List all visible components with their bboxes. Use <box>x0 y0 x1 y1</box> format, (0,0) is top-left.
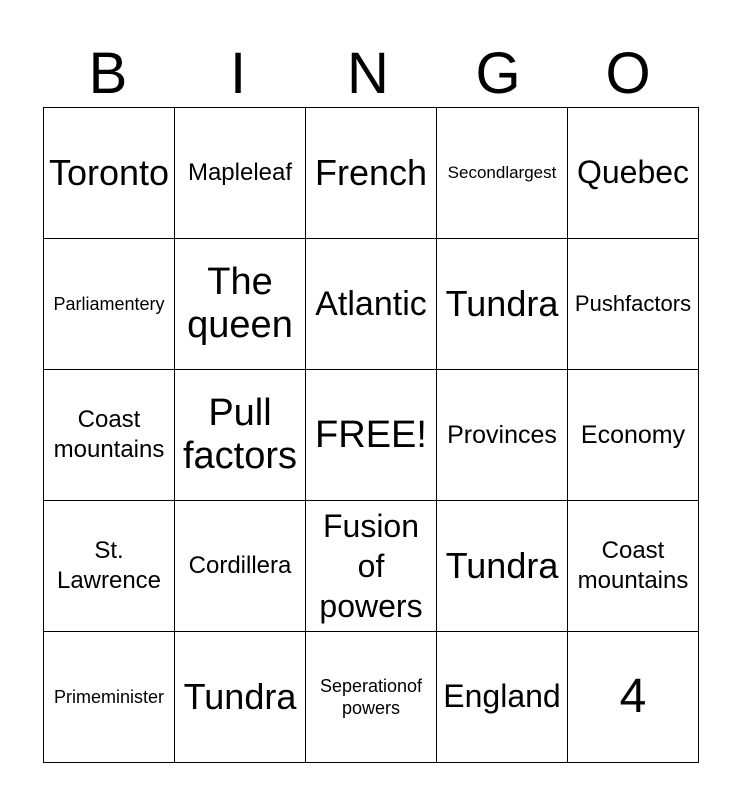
cell-text: Secondlargest <box>447 163 557 183</box>
cell-text: Coast mountains <box>577 537 689 594</box>
cell-text: Quebec <box>576 154 690 191</box>
bingo-cell[interactable] <box>175 108 306 239</box>
bingo-cell[interactable] <box>437 501 568 632</box>
cell-text: Parliamentery <box>53 293 165 314</box>
bingo-cell[interactable] <box>44 370 175 501</box>
cell-text: Economy <box>580 421 686 449</box>
header-letter-g: G <box>475 41 521 106</box>
bingo-cell[interactable] <box>437 239 568 370</box>
bingo-cell[interactable] <box>306 632 437 763</box>
cell-text: Coast mountains <box>53 406 165 463</box>
cell-text: England <box>443 678 561 715</box>
bingo-cell[interactable] <box>437 632 568 763</box>
free-space-cell[interactable] <box>306 370 437 501</box>
cell-text: Pull factors <box>182 392 298 477</box>
header-letter-i: I <box>229 41 247 106</box>
bingo-cell[interactable] <box>44 239 175 370</box>
board-row <box>44 108 699 239</box>
bingo-board <box>43 107 699 763</box>
board-row <box>44 239 699 370</box>
cell-text: Fusion of powers <box>319 508 423 624</box>
cell-text: Seperationof powers <box>319 675 423 718</box>
bingo-cell[interactable] <box>568 501 699 632</box>
bingo-cell[interactable] <box>568 632 699 763</box>
bingo-cell[interactable] <box>44 501 175 632</box>
bingo-cell[interactable] <box>306 108 437 239</box>
bingo-cell[interactable] <box>175 370 306 501</box>
cell-text: Toronto <box>48 151 170 193</box>
header-letter-n: N <box>347 41 389 106</box>
cell-text: 4 <box>619 670 647 724</box>
cell-text: Primeminister <box>53 686 164 707</box>
cell-text: French <box>314 151 428 193</box>
bingo-cell[interactable] <box>437 108 568 239</box>
cell-text: Provinces <box>447 421 557 449</box>
header-letter-o: O <box>605 41 651 106</box>
bingo-cell[interactable] <box>175 632 306 763</box>
cell-text: Pushfactors <box>574 290 692 316</box>
bingo-cell[interactable] <box>568 108 699 239</box>
cell-text: Cordillera <box>188 551 292 579</box>
bingo-cell[interactable] <box>44 108 175 239</box>
cell-text: The queen <box>187 261 293 346</box>
header-letter-b: B <box>88 41 128 106</box>
bingo-header <box>43 42 693 106</box>
cell-text: Tundra <box>183 675 297 717</box>
board-row <box>44 370 699 501</box>
cell-text: Mapleleaf <box>187 158 293 186</box>
board-row <box>44 501 699 632</box>
bingo-cell[interactable] <box>437 370 568 501</box>
bingo-cell[interactable] <box>568 239 699 370</box>
bingo-cell[interactable] <box>306 501 437 632</box>
cell-text: Tundra <box>445 544 559 586</box>
bingo-cell[interactable] <box>175 501 306 632</box>
free-space-text: FREE! <box>315 413 427 456</box>
cell-text: St. Lawrence <box>56 537 162 594</box>
bingo-cell[interactable] <box>568 370 699 501</box>
bingo-cell[interactable] <box>306 239 437 370</box>
cell-text: Atlantic <box>315 284 427 323</box>
bingo-cell[interactable] <box>44 632 175 763</box>
cell-text: Tundra <box>445 282 559 324</box>
bingo-cell[interactable] <box>175 239 306 370</box>
board-row <box>44 632 699 763</box>
